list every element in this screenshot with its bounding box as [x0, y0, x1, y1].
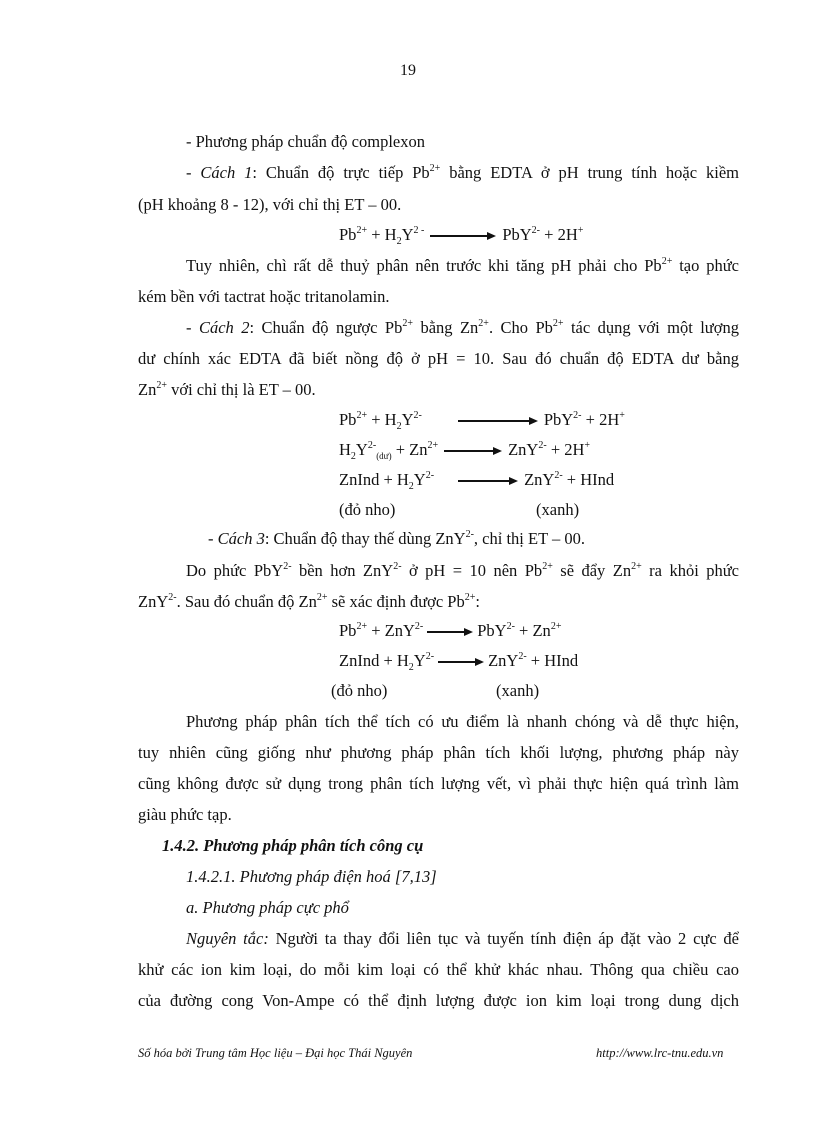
cach2-line3: $Zn^{2+}$ với chỉ thị là ET – 00.	[138, 380, 316, 399]
reaction-arrow-icon	[458, 417, 538, 425]
do-text-g: . Sau đó chuẩn độ Zn	[176, 592, 317, 611]
cach2-text-b: bằng Zn	[413, 318, 479, 337]
cach3-text-a: : Chuẩn độ thay thế dùng ZnY	[264, 529, 466, 548]
page-number: 19	[400, 62, 416, 79]
cach2-text-a: : Chuẩn độ ngược Pb	[249, 318, 403, 337]
nguyen-tac-line2: khử các ion kim loại, do mỗi kim loại có thể khử khác nhau. Thông qua chiều cao	[138, 960, 739, 979]
cach3-text-b: , chỉ thị ET – 00.	[473, 529, 585, 548]
cach2-line2: dư chính xác EDTA đã biết nồng độ ở pH = 10. Sau đó chuẩn độ EDTA dư bằng	[138, 349, 739, 368]
tuy-nhien-line2: kém bền với tactrat hoặc tritanolamin.	[138, 287, 390, 306]
equation-1: $Pb^{2+} + H_2Y^{2 -}$ PbY$^{2-}$ + 2H+	[339, 225, 584, 247]
cach3-line: - Cách 3: Chuẩn độ thay thế dùng ZnY$^{2-}$, chỉ thị ET – 00.	[208, 529, 585, 548]
do-phuc-line1: Do phức PbY$^{2-}$ bền hơn ZnY$^{2-}$ ở pH = 10 nên $Pb^{2+}$ sẽ đẩy $Zn^{2+}$ ra khỏi phức	[186, 561, 740, 580]
cach1-line2: (pH khoảng 8 - 12), với chỉ thị ET – 00.	[138, 195, 402, 214]
do-text-f: ZnY	[138, 592, 169, 611]
section-heading-1-4-2-1: 1.4.2.1. Phương pháp điện hoá [7,13]	[186, 867, 437, 886]
color-label-blue: (xanh)	[536, 500, 580, 519]
reaction-arrow-icon	[444, 447, 502, 455]
cach1-label: Cách 1	[200, 163, 253, 182]
footer-url[interactable]: http://www.lrc-tnu.edu.vn	[596, 1046, 724, 1060]
do-phuc-line2: ZnY$^{2-}$. Sau đó chuẩn độ $Zn^{2+}$ sẽ xác định được $Pb^{2+}$:	[138, 592, 480, 611]
color-label-blue-2: (xanh)	[496, 681, 540, 700]
cach2-text-c: . Cho Pb	[488, 318, 553, 337]
reaction-arrow-icon	[438, 658, 484, 666]
tuy-text-a: Tuy nhiên, chì rất dễ thuỷ phân nên trước khi tăng pH phải cho Pb	[186, 256, 662, 275]
cach2-text-d: tác dụng với một lượng	[563, 318, 739, 337]
pp-line3: cũng không được sử dụng trong phân tích lượng vết, vì phải thực hiện quá trình làm	[138, 774, 739, 793]
cach3-label: Cách 3	[217, 529, 265, 548]
pp-line1: Phương pháp phân tích thể tích có ưu điểm là nhanh chóng và dễ thực hiện,	[186, 712, 739, 731]
section-heading-1-4-2: 1.4.2. Phương pháp phân tích công cụ	[162, 836, 424, 855]
do-text-a: Do phức PbY	[186, 561, 284, 580]
do-text-e: ra khỏi phức	[641, 561, 740, 580]
equation-3b: ZnInd + $H_2Y^{2-}$ ZnY$^{2-}$ + HInd	[339, 651, 579, 673]
tuy-nhien-line1: Tuy nhiên, chì rất dễ thuỷ phân nên trước khi tăng pH phải cho $Pb^{2+}$ tạo phức	[186, 256, 739, 275]
nguyen-tac-label: Nguyên tắc:	[186, 929, 269, 948]
cach2-label: Cách 2	[198, 318, 250, 337]
pp-line4: giàu phức tạp.	[138, 805, 232, 824]
do-text-i: :	[475, 592, 480, 611]
do-text-d: sẽ đẩy Zn	[552, 561, 632, 580]
cach2-line1: - Cách 2: Chuẩn độ ngược $Pb^{2+}$ bằng $Zn^{2+}$. Cho $Pb^{2+}$ tác dụng với một lượng	[186, 318, 739, 337]
nguyen-tac-line3: của đường cong Von-Ampe có thể định lượng được ion kim loại trong dung dịch	[138, 991, 739, 1010]
pp-line2: tuy nhiên cũng giống như phương pháp phân tích khối lượng, phương pháp này	[138, 743, 739, 762]
cach2-text-e: với chỉ thị là ET – 00.	[166, 380, 316, 399]
paragraph-method-heading: - Phương pháp chuẩn độ complexon	[186, 132, 426, 151]
tuy-text-b: tạo phức	[672, 256, 739, 275]
nguyen-tac-text: Người ta thay đổi liên tục và tuyến tính điện áp đặt vào 2 cực để	[268, 929, 739, 948]
equation-2c: ZnInd + $H_2Y^{2-}$ ZnY$^{2-}$ + HInd	[339, 470, 615, 492]
color-label-red: (đỏ nho)	[339, 500, 396, 519]
cach2-zn: Zn	[138, 380, 157, 399]
reaction-arrow-icon	[458, 477, 518, 485]
color-label-red-2: (đỏ nho)	[331, 681, 388, 700]
cach1-line1: - Cách 1: Chuẩn độ trực tiếp $Pb^{2+}$ bằng EDTA ở pH trung tính hoặc kiềm	[186, 163, 739, 182]
reaction-arrow-icon	[427, 628, 473, 636]
nguyen-tac-line1	[186, 929, 739, 949]
do-text-h: sẽ xác định được Pb	[327, 592, 465, 611]
footer-source: Số hóa bởi Trung tâm Học liệu – Đại học Thái Nguyên	[138, 1046, 413, 1060]
reaction-arrow-icon	[430, 232, 496, 240]
do-text-c: ở pH = 10 nên Pb	[401, 561, 543, 580]
cach1-text-a: : Chuẩn độ trực tiếp Pb	[252, 163, 430, 182]
equation-2a: $Pb^{2+} + H_2Y^{2-}$ PbY$^{2-}$ + 2H+	[339, 410, 625, 432]
equation-3a: $Pb^{2+} + ZnY^{2-}$ $PbY^{2-} + Zn^{2+}$	[339, 621, 562, 640]
cach1-text-b: bằng EDTA ở pH trung tính hoặc kiềm	[440, 163, 739, 182]
section-heading-a: a. Phương pháp cực phổ	[186, 898, 349, 917]
equation-2b: $H_2Y^{2-}_{(dư)} + Zn^{2+}$ ZnY$^{2-}$ + 2H+	[339, 440, 591, 462]
do-text-b: bền hơn ZnY	[291, 561, 394, 580]
